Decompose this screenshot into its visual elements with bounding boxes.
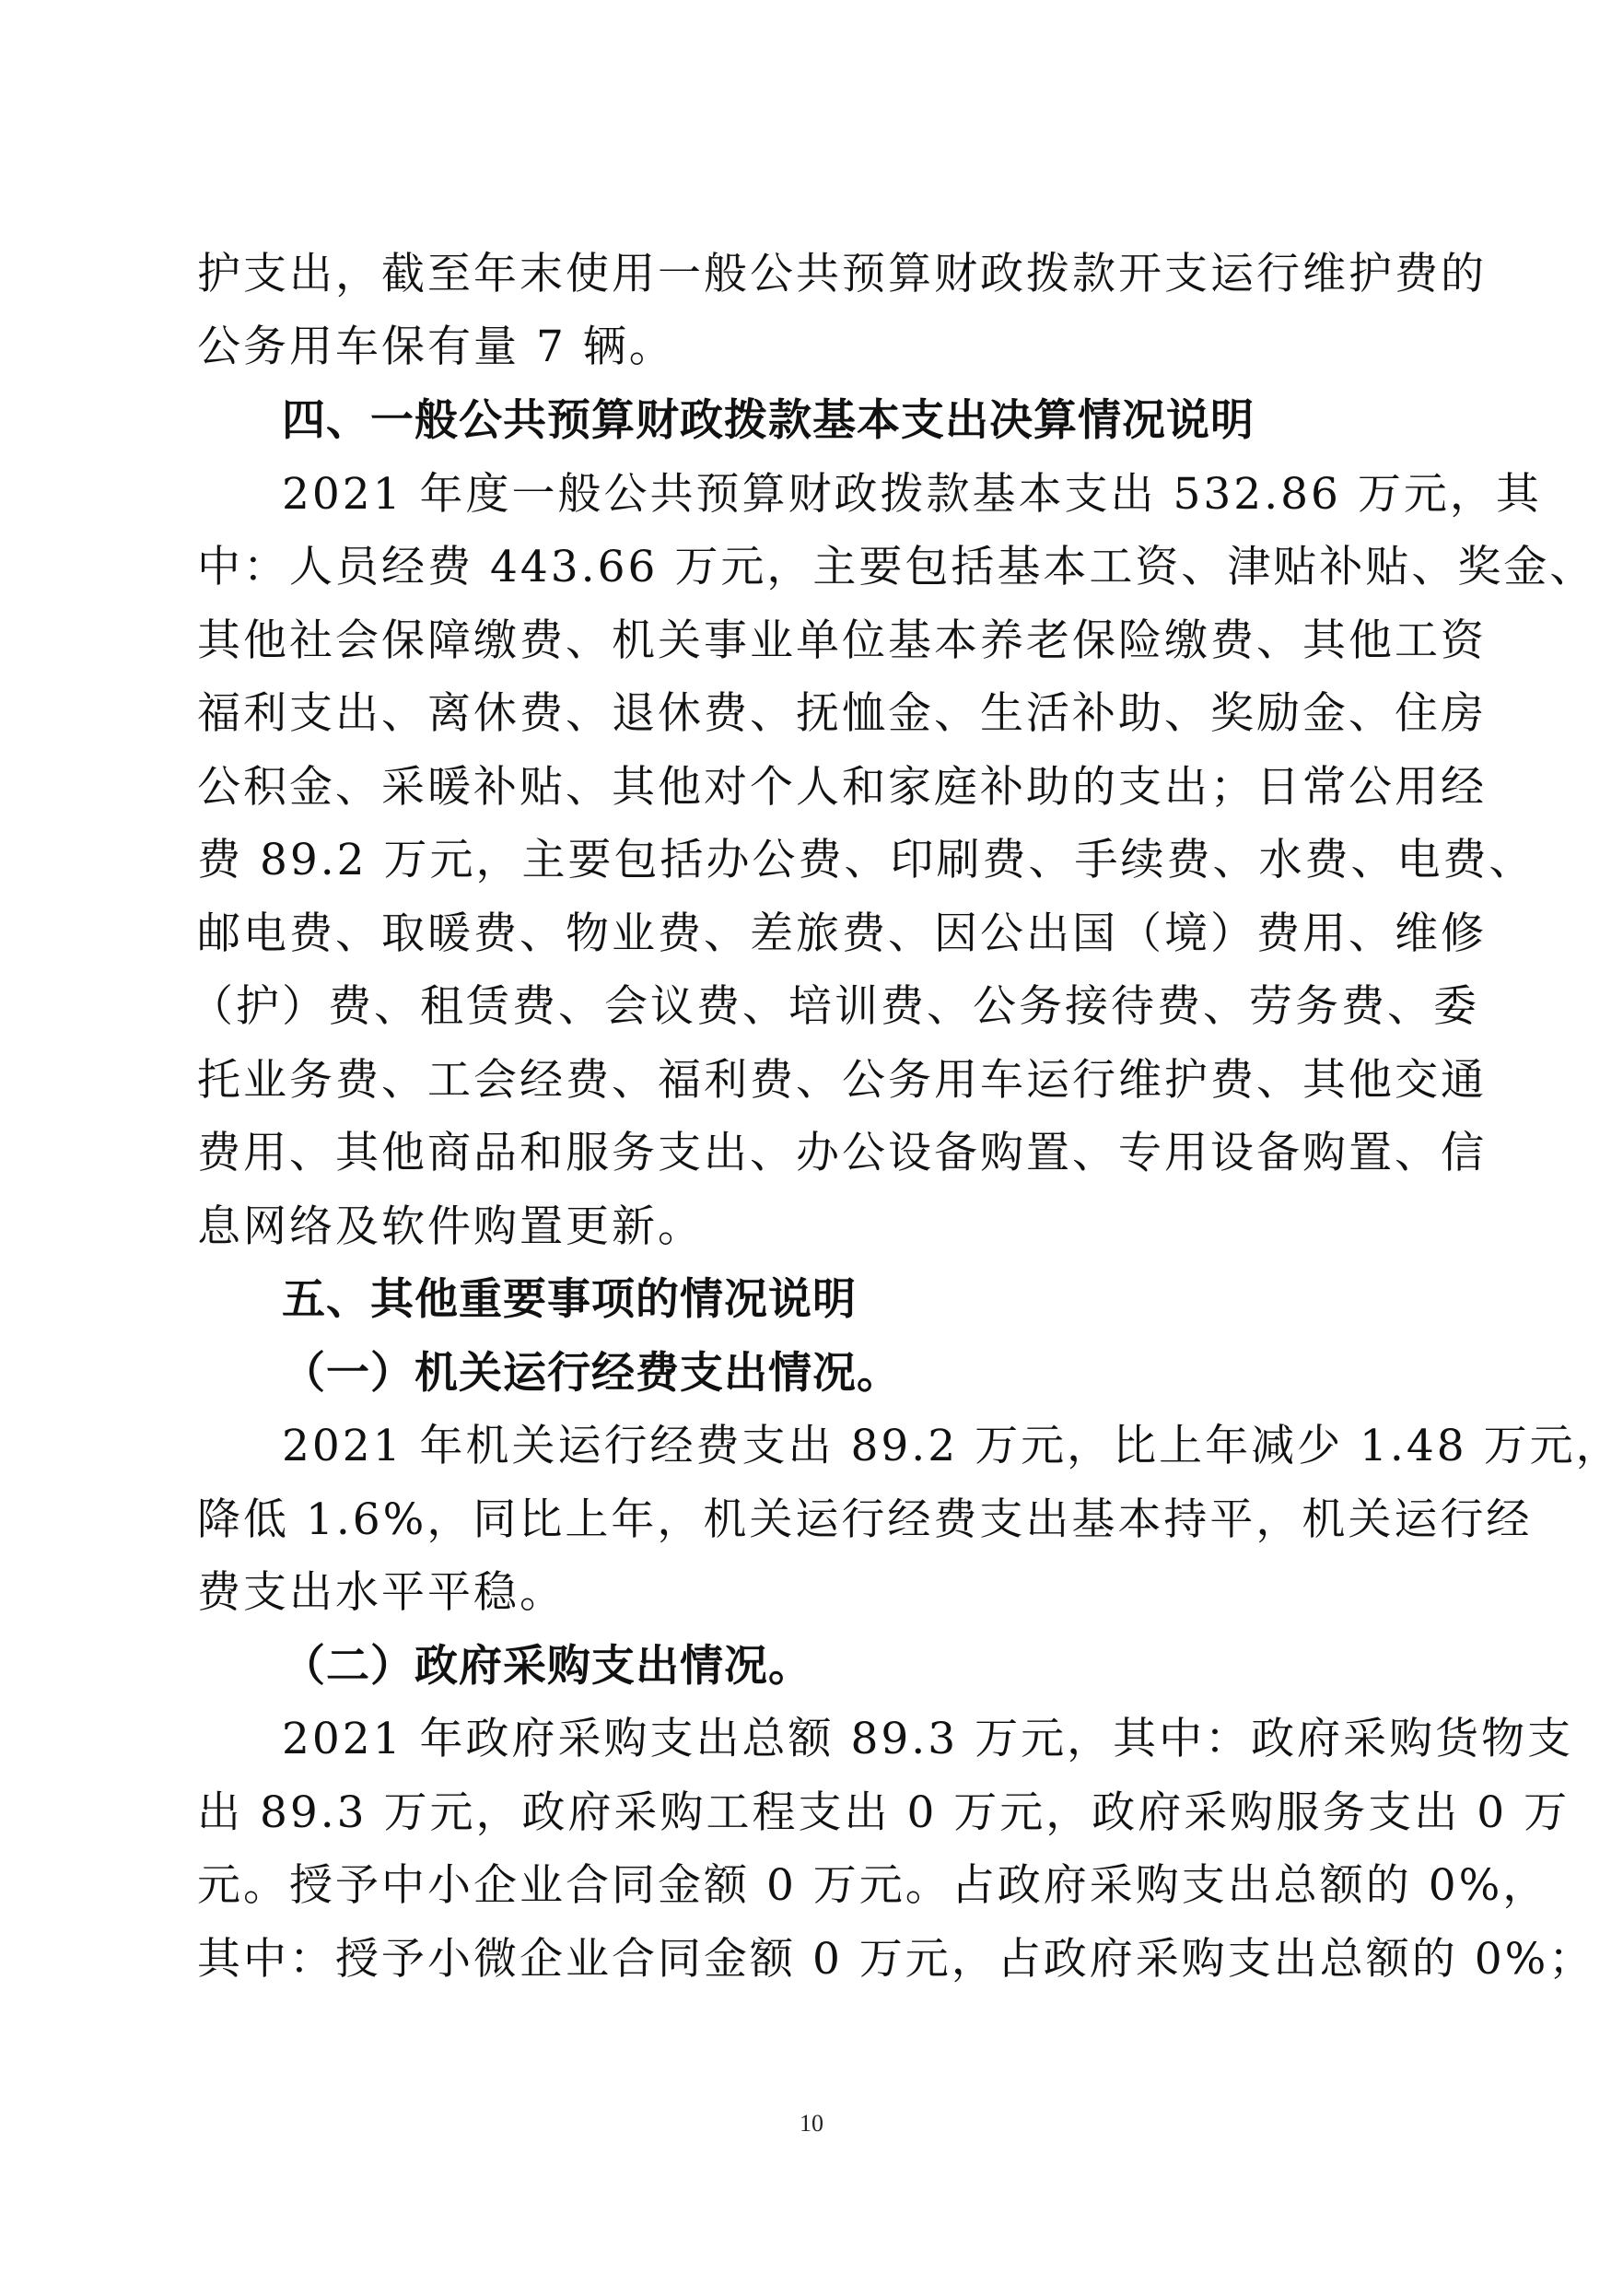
paragraph-line: 其中：授予小微企业合同金额 0 万元，占政府采购支出总额的 0%； xyxy=(197,1934,1595,1985)
paragraph-line: 托业务费、工会经费、福利费、公务用车运行维护费、其他交通 xyxy=(197,1055,1487,1106)
paragraph-line: 降低 1.6%，同比上年，机关运行经费支出基本持平，机关运行经 xyxy=(197,1494,1533,1545)
paragraph-line: 出 89.3 万元，政府采购工程支出 0 万元，政府采购服务支出 0 万 xyxy=(197,1787,1570,1838)
subsection-heading-1: （一）机关运行经费支出情况。 xyxy=(282,1348,901,1399)
subsection-heading-2: （二）政府采购支出情况。 xyxy=(282,1641,812,1692)
paragraph-line: 公务用车保有量 7 辆。 xyxy=(197,322,675,372)
paragraph-line: 息网络及软件购置更新。 xyxy=(197,1201,704,1252)
paragraph-line: （护）费、租赁费、会议费、培训费、公务接待费、劳务费、委 xyxy=(190,981,1479,1032)
paragraph-line: 费支出水平平稳。 xyxy=(197,1567,566,1618)
section-heading-5: 五、其他重要事项的情况说明 xyxy=(282,1274,857,1325)
paragraph-line: 护支出，截至年末使用一般公共预算财政拨款开支运行维护费的 xyxy=(197,249,1487,299)
page-number: 10 xyxy=(800,2110,823,2137)
paragraph-line: 元。授予中小企业合同金额 0 万元。占政府采购支出总额的 0%， xyxy=(197,1860,1549,1911)
paragraph-line: 2021 年机关运行经费支出 89.2 万元，比上年减少 1.48 万元， xyxy=(282,1421,1622,1471)
paragraph-line: 费用、其他商品和服务支出、办公设备购置、专用设备购置、信 xyxy=(197,1128,1487,1178)
paragraph-line: 邮电费、取暖费、物业费、差旅费、因公出国（境）费用、维修 xyxy=(197,908,1487,959)
paragraph-line: 2021 年政府采购支出总额 89.3 万元，其中：政府采购货物支 xyxy=(282,1714,1574,1764)
section-heading-4: 四、一般公共预算财政拨款基本支出决算情况说明 xyxy=(282,395,1255,446)
paragraph-line: 其他社会保障缴费、机关事业单位基本养老保险缴费、其他工资 xyxy=(197,615,1487,666)
paragraph-line: 费 89.2 万元，主要包括办公费、印刷费、手续费、水费、电费、 xyxy=(197,835,1535,885)
paragraph-line: 公积金、采暖补贴、其他对个人和家庭补助的支出；日常公用经 xyxy=(197,762,1487,813)
paragraph-line: 福利支出、离休费、退休费、抚恤金、生活补助、奖励金、住房 xyxy=(197,688,1487,739)
paragraph-line: 2021 年度一般公共预算财政拨款基本支出 532.86 万元，其 xyxy=(282,469,1542,520)
paragraph-line: 中：人员经费 443.66 万元，主要包括基本工资、津贴补贴、奖金、 xyxy=(197,542,1596,592)
